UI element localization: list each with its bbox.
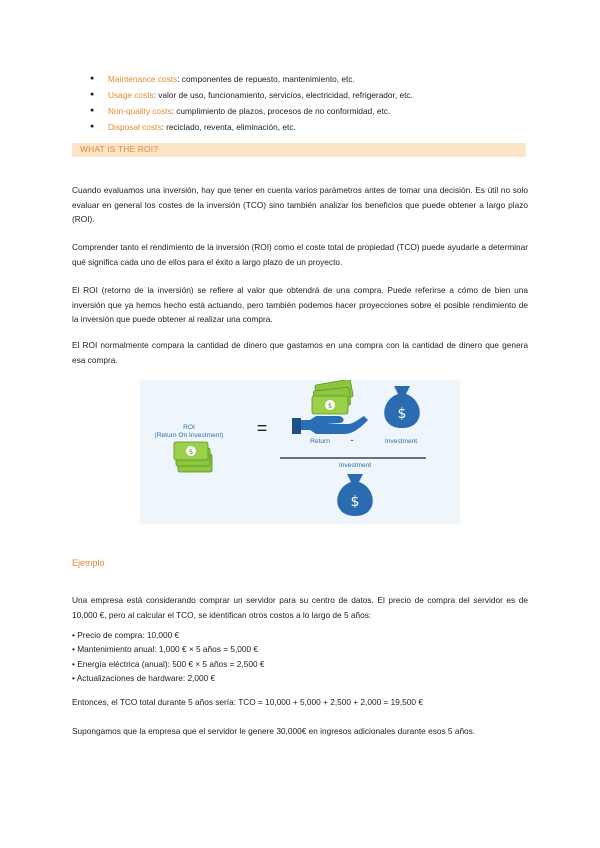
- svg-text:$: $: [397, 406, 407, 422]
- cost-desc: : reciclado, reventa, eliminación, etc.: [161, 122, 296, 132]
- svg-text:$: $: [188, 448, 194, 456]
- money-bag-icon: [384, 386, 420, 428]
- cost-desc: : cumplimiento de plazos, procesos de no conformidad, etc.: [171, 106, 391, 116]
- svg-text:$: $: [327, 402, 333, 410]
- section-title: WHAT IS THE ROI?: [80, 144, 159, 154]
- equals-sign: =: [256, 418, 268, 438]
- paragraph: Cuando evaluamos una inversión, hay que tener en cuenta varios parámetros antes de tomar una decisión. Es útil no solo evaluar en general los costes de la inversión (TCO) sino también analizar los beneficios que puede obtener a largo plazo (ROI).: [72, 185, 528, 225]
- list-item: [90, 87, 560, 103]
- roi-label: ROI: [183, 424, 195, 431]
- investment-top-label: Investment: [384, 438, 418, 445]
- roi-formula-figure: [140, 380, 460, 524]
- cost-term: Disposal costs: [108, 122, 162, 132]
- money-bag-icon: [337, 474, 373, 516]
- cost-term: Maintenance costs: [108, 74, 178, 84]
- money-stack-icon: [174, 442, 212, 472]
- cost-items: [72, 628, 264, 686]
- money-stack-icon: [312, 380, 353, 414]
- list-item: • Energía eléctrica (anual): 500 € × 5 años = 2,500 €: [72, 658, 265, 669]
- cost-term: Non-quality costs: [108, 106, 172, 116]
- paragraph: Comprender tanto el rendimiento de la inversión (ROI) como el coste total de propiedad (TCO) puede ayudarle a determinar qué significa cada uno de ellos para el éxito a largo plazo de un proyecto.: [72, 242, 528, 267]
- cost-list: [90, 71, 560, 135]
- hand-icon: [292, 416, 368, 434]
- cost-term: Usage costs: [108, 90, 154, 100]
- cost-desc: : componentes de repuesto, mantenimiento, etc.: [177, 74, 355, 84]
- list-item: • Precio de compra: 10,000 €: [72, 630, 180, 640]
- roi-sublabel: (Return On Investment): [154, 432, 224, 439]
- closing-line: Supongamos que la empresa que el servidor le genere 30,000€ en ingresos adicionales durante esos 5 años.: [72, 726, 476, 736]
- list-item: • Mantenimiento anual: 1,000 € × 5 años = 5,000 €: [72, 644, 259, 655]
- list-item: • Actualizaciones de hardware: 2,000 €: [72, 673, 216, 684]
- section-title-bar: [72, 143, 526, 157]
- paragraph: El ROI (retorno de la inversión) se refiere al valor que obtendrá de una compra. Puede referirse a cómo de bien una inversión que ya hemos hecho está actuando, pero también podemos hacer proyecciones sobre el posible rendimiento de la inversión que puede obtener al realizar una compra.: [72, 285, 528, 325]
- investment-bottom-label: Investment: [338, 462, 372, 469]
- svg-text:$: $: [350, 494, 360, 510]
- roi-illustration: [140, 380, 460, 524]
- cost-desc: : valor de uso, funcionamiento, servicios, electricidad, refrigerador, etc.: [153, 90, 413, 100]
- example-heading: Ejemplo: [72, 558, 105, 568]
- tco-total-line: Entonces, el TCO total durante 5 años sería: TCO = 10,000 + 5,000 + 2,500 + 2,000 = 19,500 €: [72, 697, 423, 707]
- list-item: [90, 119, 560, 135]
- list-item: [90, 103, 560, 119]
- minus-sign: -: [350, 435, 354, 445]
- return-label: Return: [310, 438, 330, 445]
- list-item: [90, 71, 560, 87]
- example-intro: Una empresa está considerando comprar un servidor para su centro de datos. El precio de compra del servidor es de 10,000 €, pero al calcular el TCO, se identifican otros costos a lo largo de 5 años:: [72, 595, 528, 620]
- paragraph: El ROI normalmente compara la cantidad de dinero que gastamos en una compra con la cantidad de dinero que genera esa compra.: [72, 340, 528, 365]
